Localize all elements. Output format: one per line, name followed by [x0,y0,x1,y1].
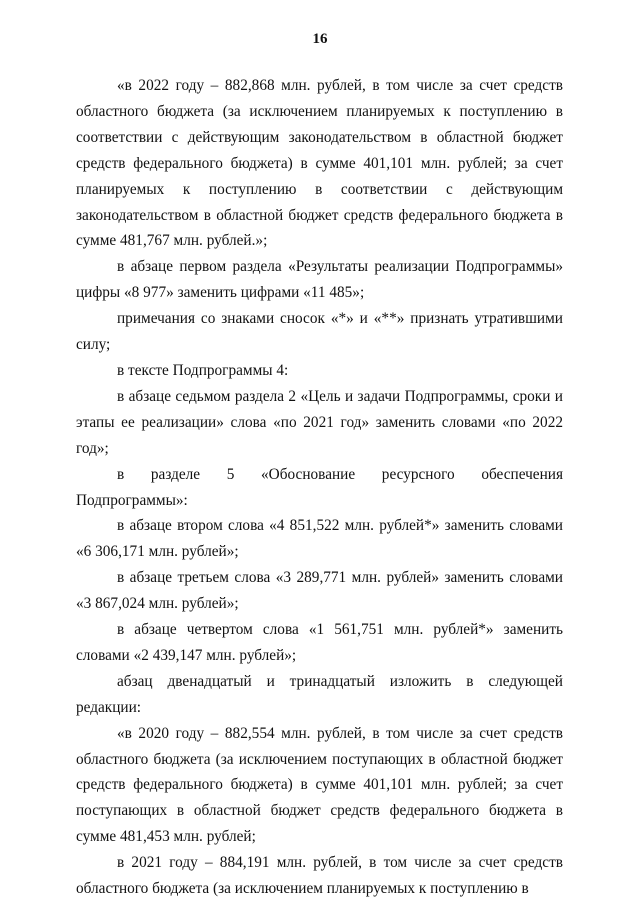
paragraph-subprogram-4-heading: в тексте Подпрограммы 4: [117,361,289,379]
paragraph-second-paragraph-change: в абзаце втором слова «4 851,522 млн. рублей*» заменить словами «6 306,171 млн. рублей»; [76,517,563,561]
paragraph-2020-amount: «в 2020 году – 882,554 млн. рублей, в том числе за счет средств областного бюджета (за исключением поступающих в областной бюджет средств федерального бюджета) в сумме 401,101 млн. рублей; за счет поступающих в областной бюджет средств федерального бюджета в сумме 481,453 млн. рублей; [76,724,563,846]
paragraph-2021-amount: в 2021 году – 884,191 млн. рублей, в том числе за счет средств областного бюджета (за исключением планируемых к поступлению в [76,854,563,898]
paragraph-section-2-change: в абзаце седьмом раздела 2 «Цель и задачи Подпрограммы, сроки и этапы ее реализации» слова «по 2021 год» заменить словами «по 2022 год»; [76,387,563,457]
paragraph-footnotes-void: примечания со знаками сносок «*» и «**» признать утратившими силу; [76,310,563,354]
paragraph-fourth-paragraph-change: в абзаце четвертом слова «1 561,751 млн. рублей*» заменить словами «2 439,147 млн. рублей»; [76,621,563,664]
paragraph-third-paragraph-change: в абзаце третьем слова «3 289,771 млн. рублей» заменить словами «3 867,024 млн. рублей»; [76,569,563,613]
paragraph-2022-amount: «в 2022 году – 882,868 млн. рублей, в том числе за счет средств областного бюджета (за исключением планируемых к поступлению в соответствии с действующим законодательством в областной бюджет средств федерального бюджета) в сумме 401,101 млн. рублей; за счет планируемых к поступлению в соответствии с действующим законодательством в областной бюджет средств федерального бюджета в сумме 481,767 млн. рублей.»; [76,77,563,250]
paragraph-new-wording-intro: абзац двенадцатый и тринадцатый изложить в следующей редакции: [76,672,563,716]
page-number: 16 [312,31,328,47]
paragraph-results-section: в абзаце первом раздела «Результаты реализации Подпрограммы» цифры «8 977» заменить цифрами «11 485»; [76,258,563,302]
paragraph-section-5-heading: в разделе 5 «Обоснование ресурсного обеспечения Подпрограммы»: [76,465,563,509]
document-body [76,73,563,902]
